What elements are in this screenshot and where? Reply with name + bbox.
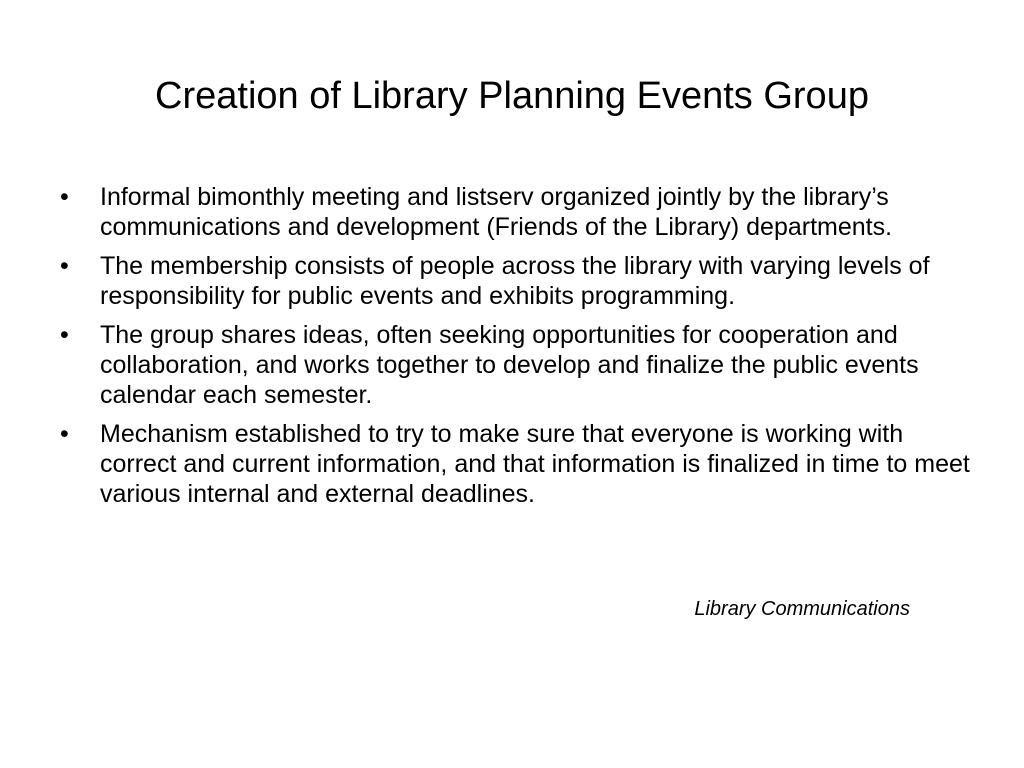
bullet-icon: • (60, 183, 69, 211)
bullet-item (58, 251, 978, 311)
credit-text: Library Communications (694, 598, 910, 620)
bullet-text: Informal bimonthly meeting and listserv organized jointly by the library’s communications and development (Friends of the Library) departments. (100, 183, 893, 241)
bullet-icon: • (60, 321, 69, 349)
bullet-item (58, 182, 978, 242)
bullet-item (58, 419, 978, 509)
bullet-icon: • (60, 420, 69, 448)
bullet-text: The group shares ideas, often seeking opportunities for cooperation and collaboration, and works together to develop and finalize the public events calendar each semester. (100, 321, 919, 409)
bullet-icon: • (60, 252, 69, 280)
bullet-item (58, 320, 978, 410)
bullet-text: The membership consists of people across the library with varying levels of responsibility for public events and exhibits programming. (100, 252, 930, 310)
bullet-text: Mechanism established to try to make sure that everyone is working with correct and current information, and that information is finalized in time to meet various internal and external deadlines. (100, 420, 970, 508)
slide-title: Creation of Library Planning Events Group (155, 75, 869, 117)
bullet-list (58, 182, 978, 518)
